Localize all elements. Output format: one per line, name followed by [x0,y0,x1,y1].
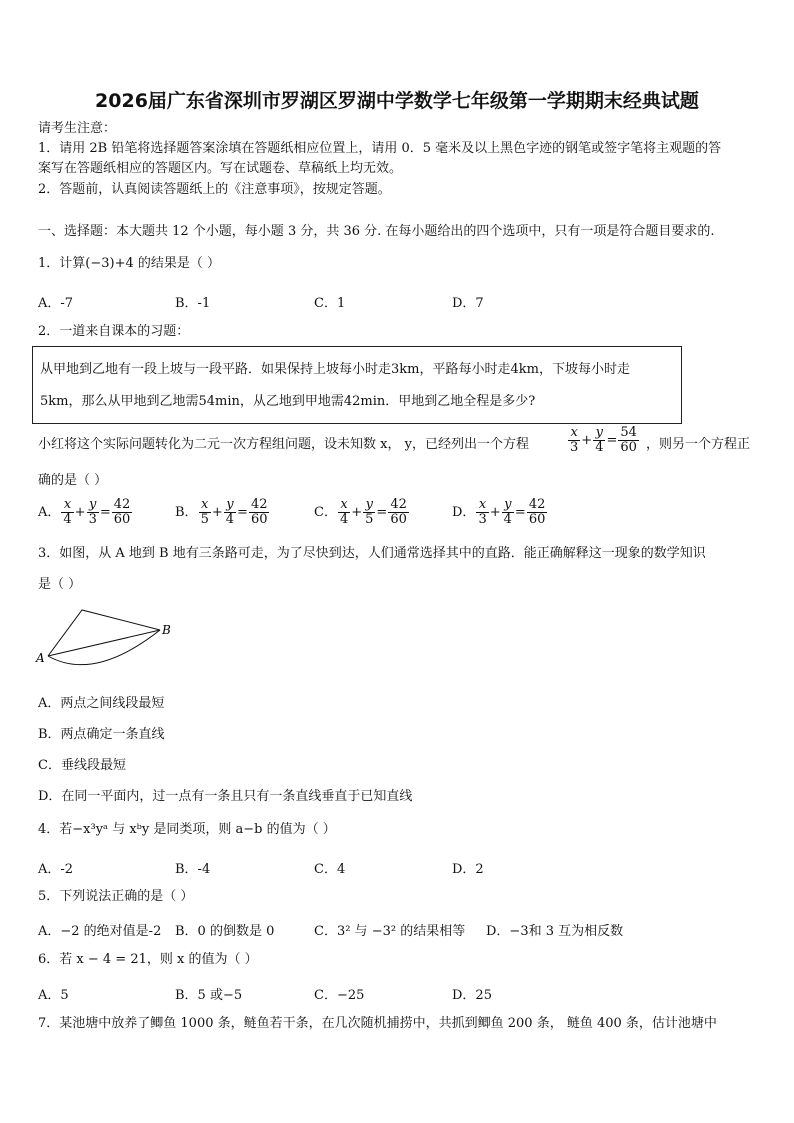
question-2-stem-1-end: ，则另一个方程正 [646,437,751,452]
question-1-option-b: B．-1 [175,296,211,311]
given-equation: $\frac{x}{3}$ + $\frac{y}{4}$ = $\frac{54}{60}$ [570,425,637,455]
question-3-option-d: D．在同一平面内，过一点有一条且只有一条直线垂直于已知直线 [38,789,413,804]
route-curved [48,630,160,665]
question-6-option-a: A．5 [38,988,69,1003]
section-heading: 一、选择题：本大题共 12 个小题，每小题 3 分，共 36 分. 在每小题给出的四个选项中，只有一项是符合题目要求的. [38,224,715,239]
question-5-option-a: A．−2 的绝对值是-2 [38,924,162,939]
question-3-option-b: B．两点确定一条直线 [38,727,165,742]
notice-heading: 请考生注意： [38,121,117,136]
question-1-option-c: C．1 [314,296,346,311]
route-bent [48,610,160,656]
question-3-option-a: A．两点之间线段最短 [38,696,165,711]
question-5-stem: 5．下列说法正确的是（ ） [38,889,194,904]
question-5-option-b: B．0 的倒数是 0 [175,924,275,939]
question-2-stem-1: 小红将这个实际问题转化为二元一次方程组问题，设未知数 x， y，已经列出一个方程 [38,437,529,452]
question-1-stem: 1．计算(−3)+4 的结果是（ ） [38,256,221,271]
question-1-option-a: A．-7 [38,296,74,311]
question-6-option-d: D．25 [452,988,492,1003]
question-4-option-d: D．2 [452,862,484,877]
question-6-stem: 6．若 x − 4 = 21，则 x 的值为（ ） [38,952,258,967]
question-2-intro: 2．一道来自课本的习题： [38,324,190,339]
notice-line-1b: 案写在答题纸相应的答题区内。写在试题卷、草稿纸上均无效。 [38,161,403,176]
question-6-option-c: C．−25 [314,988,365,1003]
question-3-stem-2: 是（ ） [38,577,82,592]
question-5-option-c: C．3² 与 −3² 的结果相等 [314,924,466,939]
question-5-option-d: D．−3和 3 互为相反数 [486,924,624,939]
point-a-label: A [36,651,45,665]
question-4-option-c: C．4 [314,862,346,877]
notice-line-1a: 1．请用 2B 铅笔将选择题答案涂填在答题纸相应位置上，请用 0．5 毫米及以上黑色字迹的钢笔或签字笔将主观题的答 [38,141,722,156]
question-2-option-b: B． $\frac{x}{5}$ + $\frac{y}{4}$ = $\frac{42}{60}$ [175,497,268,527]
question-1-option-d: D．7 [452,296,484,311]
question-3-stem-1: 3．如图，从 A 地到 B 地有三条路可走，为了尽快到达，人们通常选择其中的直路．能正确解释这一现象的数学知识 [38,546,706,561]
problem-box-line-2: 5km，那么从甲地到乙地需54min，从乙地到甲地需42min．甲地到乙地全程是多少? [40,394,536,409]
question-7-stem: 7．某池塘中放养了鲫鱼 1000 条，鲢鱼若干条，在几次随机捕捞中，共抓到鲫鱼 200 条， 鲢鱼 400 条，估计池塘中 [38,1016,717,1031]
question-2-stem-2: 确的是（ ） [38,473,108,488]
route-figure [34,604,184,672]
question-2-option-d: D． $\frac{x}{3}$ + $\frac{y}{4}$ = $\frac{42}{60}$ [452,497,546,527]
question-4-option-b: B．-4 [175,862,211,877]
question-3-option-c: C．垂线段最短 [38,758,126,773]
page-title: 2026届广东省深圳市罗湖区罗湖中学数学七年级第一学期期末经典试题 [95,90,699,112]
problem-box [32,346,682,424]
notice-line-2: 2．答题前，认真阅读答题纸上的《注意事项》，按规定答题。 [38,182,391,197]
question-6-option-b: B．5 或−5 [175,988,243,1003]
problem-box-line-1: 从甲地到乙地有一段上坡与一段平路．如果保持上坡每小时走3km，平路每小时走4km，下坡每小时走 [40,362,630,377]
question-2-option-a: A． $\frac{x}{4}$ + $\frac{y}{3}$ = $\frac{42}{60}$ [38,497,131,527]
point-b-label: B [162,623,171,637]
question-4-stem: 4．若−x³yᵃ 与 xᵇy 是同类项，则 a−b 的值为（ ） [38,822,336,837]
question-4-option-a: A．-2 [38,862,74,877]
question-2-option-c: C． $\frac{x}{4}$ + $\frac{y}{5}$ = $\frac{42}{60}$ [314,497,407,527]
